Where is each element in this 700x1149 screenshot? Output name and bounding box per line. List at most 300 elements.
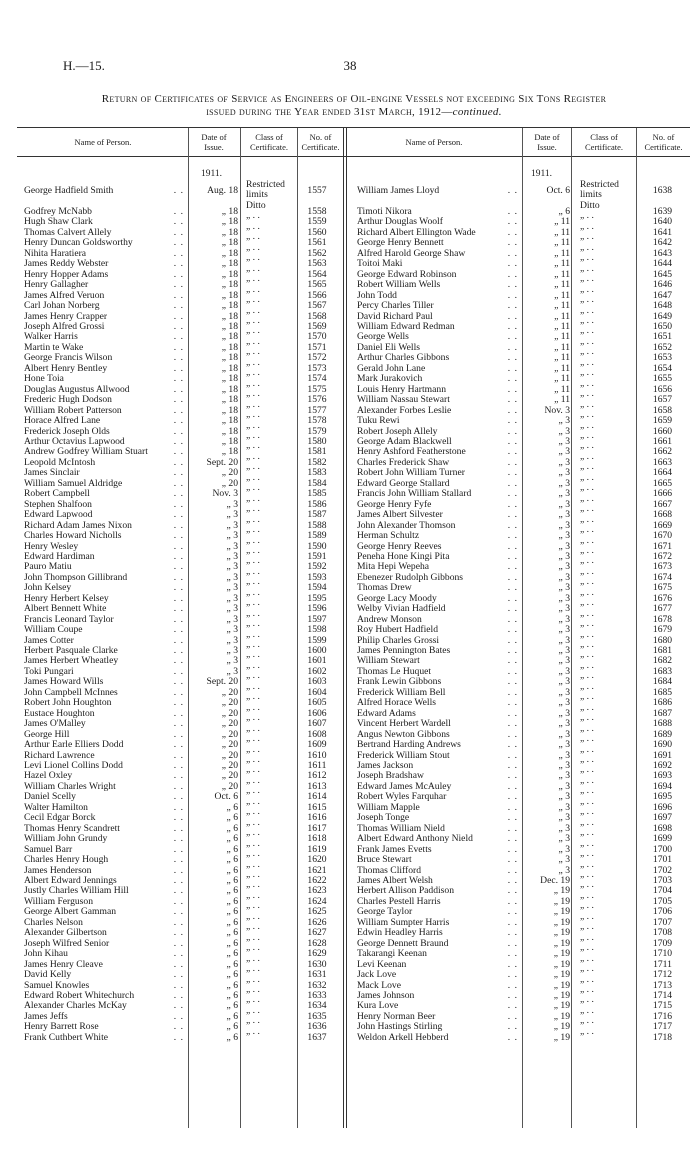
name-text: James Albert Welsh xyxy=(357,876,433,886)
person-name xyxy=(357,406,518,416)
leader-dots: . . xyxy=(507,604,518,615)
leader-dots: . . xyxy=(173,426,184,437)
certificate-class: „ . . xyxy=(580,525,594,536)
certificate-class: „ . . xyxy=(580,284,594,295)
person-name xyxy=(357,521,518,531)
issue-date: „ 3 xyxy=(226,510,238,521)
person-name xyxy=(24,510,184,520)
person-name xyxy=(24,385,184,395)
certificate-class: „ . . xyxy=(246,368,260,379)
certificate-class: „ . . xyxy=(246,525,260,536)
certificate-class: „ . . xyxy=(246,734,260,745)
issue-date: „ 3 xyxy=(558,677,570,688)
certificate-class: „ . . xyxy=(580,974,594,985)
certificate-class: „ . . xyxy=(246,284,260,295)
leader-dots: . . xyxy=(173,238,184,249)
issue-date: „ 11 xyxy=(554,353,570,364)
leader-dots: . . xyxy=(507,949,518,960)
name-text: Frank James Evetts xyxy=(357,844,432,855)
name-text: Albert Edward Jennings xyxy=(24,876,117,886)
leader-dots: . . xyxy=(173,656,184,667)
col-header-date: Date of Issue. xyxy=(534,132,560,152)
issue-date: „ 18 xyxy=(221,416,238,427)
leader-dots: . . xyxy=(507,562,518,573)
issue-date: Oct. 6 xyxy=(214,792,238,803)
issue-date: „ 11 xyxy=(554,321,570,332)
issue-date: „ 19 xyxy=(553,1022,570,1033)
issue-date: „ 3 xyxy=(558,729,570,740)
certificate-number: 1692 xyxy=(652,761,673,772)
certificate-number: 1580 xyxy=(307,436,327,447)
leader-dots: . . xyxy=(173,447,184,458)
issue-date: „ 18 xyxy=(221,374,238,385)
leader-dots: . . xyxy=(507,907,518,918)
certificate-number: 1604 xyxy=(307,687,327,698)
name-text: William Robert Patterson xyxy=(24,405,122,416)
person-name xyxy=(24,939,184,949)
leader-dots: . . xyxy=(173,865,184,876)
name-text: William Stewart xyxy=(357,656,420,667)
leader-dots: . . xyxy=(507,541,518,552)
issue-date: „ 6 xyxy=(226,813,238,824)
issue-date: „ 19 xyxy=(553,917,570,928)
certificate-number: 1705 xyxy=(652,896,673,907)
person-name xyxy=(357,636,518,646)
person-name xyxy=(24,751,184,761)
name-text: Joseph Tonge xyxy=(357,813,410,824)
certificate-class: „ . . xyxy=(580,577,594,588)
certificate-class: „ . . xyxy=(246,765,260,776)
issue-date: „ 3 xyxy=(558,813,570,824)
issue-date: „ 18 xyxy=(221,259,238,270)
certificate-number: 1603 xyxy=(307,677,327,688)
leader-dots: . . xyxy=(507,342,518,353)
certificate-number: 1676 xyxy=(652,593,673,604)
issue-date: „ 3 xyxy=(558,604,570,615)
name-text: Samuel Barr xyxy=(24,844,73,855)
issue-date: „ 3 xyxy=(226,562,238,573)
certificate-class: „ . . xyxy=(580,870,594,880)
leader-dots: . . xyxy=(507,185,518,196)
person-name xyxy=(357,583,518,593)
leader-dots: . . xyxy=(507,353,518,364)
name-text: Herbert Allison Paddison xyxy=(357,886,454,897)
certificate-number: 1695 xyxy=(652,792,673,803)
leader-dots: . . xyxy=(507,656,518,667)
issue-date: „ 19 xyxy=(553,970,570,981)
issue-date: „ 3 xyxy=(558,844,570,855)
leader-dots: . . xyxy=(507,781,518,792)
name-text: George Hill xyxy=(24,729,70,740)
certificate-number: 1584 xyxy=(307,478,327,489)
issue-date: „ 6 xyxy=(226,855,238,866)
certificate-class: „ . . xyxy=(246,462,260,473)
person-name xyxy=(24,761,184,771)
certificate-number: 1689 xyxy=(652,729,673,740)
issue-date: „ 3 xyxy=(558,761,570,772)
certificate-class: „ . . xyxy=(246,828,260,839)
issue-date: „ 6 xyxy=(226,865,238,876)
certificate-number: 1714 xyxy=(652,990,673,1001)
issue-date: „ 11 xyxy=(554,259,570,270)
certificate-class: „ . . xyxy=(246,514,260,525)
leader-dots: . . xyxy=(173,802,184,813)
certificate-number: 1561 xyxy=(307,238,327,249)
certificate-number: 1636 xyxy=(307,1022,327,1033)
leader-dots: . . xyxy=(507,572,518,583)
issue-date: „ 3 xyxy=(558,436,570,447)
name-text: Samuel Knowles xyxy=(24,980,90,991)
name-text: James Albert Silvester xyxy=(357,510,443,521)
certificate-class: „ . . xyxy=(580,263,594,274)
name-text: Francis Leonard Taylor xyxy=(24,614,114,625)
certificate-number: 1668 xyxy=(652,510,673,521)
issue-date: „ 3 xyxy=(558,541,570,552)
name-text: Robert Joseph Allely xyxy=(357,426,438,437)
person-name xyxy=(24,845,184,855)
name-text: Arthur Douglas Woolf xyxy=(357,217,443,228)
issue-date: „ 20 xyxy=(221,729,238,740)
leader-dots: . . xyxy=(507,970,518,981)
issue-date: „ 18 xyxy=(221,280,238,291)
left-classes xyxy=(246,180,294,1037)
leader-dots: . . xyxy=(507,1032,518,1043)
issue-date: „ 3 xyxy=(558,719,570,730)
leader-dots: . . xyxy=(173,761,184,772)
name-text: William Nassau Stewart xyxy=(357,395,450,406)
person-name xyxy=(357,500,518,510)
name-text: Justly Charles William Hill xyxy=(24,886,129,897)
person-name xyxy=(357,771,518,781)
leader-dots: . . xyxy=(173,970,184,981)
issue-date: „ 6 xyxy=(226,928,238,939)
certificate-class: „ . . xyxy=(246,504,260,515)
person-name xyxy=(24,447,184,457)
person-name xyxy=(357,834,518,844)
leader-dots: . . xyxy=(507,301,518,312)
certificate-number: 1570 xyxy=(307,332,327,343)
certificate-class: „ . . xyxy=(580,984,594,995)
name-text: James Cotter xyxy=(24,635,74,646)
certificate-class: „ . . xyxy=(580,545,594,556)
leader-dots: . . xyxy=(173,478,184,489)
name-text: Vincent Herbert Wardell xyxy=(357,719,451,730)
leader-dots: . . xyxy=(507,614,518,625)
certificate-number: 1667 xyxy=(652,499,673,510)
leader-dots: . . xyxy=(507,311,518,322)
issue-date: „ 19 xyxy=(553,896,570,907)
certificate-class: „ . . xyxy=(246,441,260,452)
name-text: James Johnson xyxy=(357,990,415,1001)
name-text: Timoti Nikora xyxy=(357,207,412,217)
certificate-class: „ . . xyxy=(246,347,260,358)
name-text: James O'Malley xyxy=(24,719,86,730)
person-name xyxy=(24,646,184,656)
issue-date: „ 3 xyxy=(558,781,570,792)
leader-dots: . . xyxy=(507,886,518,897)
rule xyxy=(297,128,298,1128)
issue-date: „ 18 xyxy=(221,447,238,458)
right-names xyxy=(357,180,518,1043)
leader-dots: . . xyxy=(507,646,518,657)
certificate-class: „ . . xyxy=(580,922,594,933)
leader-dots: . . xyxy=(507,980,518,991)
certificate-class: „ . . xyxy=(246,807,260,818)
leader-dots: . . xyxy=(173,405,184,416)
person-name xyxy=(24,343,184,353)
certificate-class: „ . . xyxy=(580,640,594,651)
certificate-number: 1622 xyxy=(307,876,327,886)
leader-dots: . . xyxy=(173,698,184,709)
leader-dots: . . xyxy=(173,771,184,782)
person-name xyxy=(24,709,184,719)
certificate-class: „ . . xyxy=(580,650,594,661)
certificate-number: 1685 xyxy=(652,687,673,698)
issue-date: „ 3 xyxy=(558,708,570,719)
certificate-number: 1611 xyxy=(307,761,327,772)
issue-date: „ 11 xyxy=(554,384,570,395)
col-header-class: Class of Certificate. xyxy=(250,132,288,152)
name-text: James Howard Wills xyxy=(24,677,104,688)
certificate-number: 1706 xyxy=(652,907,673,918)
leader-dots: . . xyxy=(507,729,518,740)
leader-dots: . . xyxy=(507,625,518,636)
issue-date: „ 3 xyxy=(558,792,570,803)
certificate-class: „ . . xyxy=(580,849,594,860)
person-name xyxy=(357,981,518,991)
person-name xyxy=(357,385,518,395)
name-text: Angus Newton Gibbons xyxy=(357,729,450,740)
certificate-number: 1675 xyxy=(652,583,673,594)
name-text: Frederic Hugh Dodson xyxy=(24,395,112,406)
person-name xyxy=(357,542,518,552)
name-text: Alexander Forbes Leslie xyxy=(357,405,452,416)
name-text: Charles Pestell Harris xyxy=(357,896,441,907)
issue-date: „ 3 xyxy=(226,520,238,531)
name-text: James Reddy Webster xyxy=(24,259,109,270)
person-name xyxy=(357,270,518,280)
issue-date: „ 6 xyxy=(226,938,238,949)
certificate-class: „ . . xyxy=(580,535,594,546)
leader-dots: . . xyxy=(507,321,518,332)
certificate-number: 1683 xyxy=(652,666,673,677)
certificate-class: „ . . xyxy=(246,577,260,588)
name-text: Hazel Oxley xyxy=(24,771,73,782)
certificate-number: 1713 xyxy=(652,980,673,991)
name-text: Robert William Wells xyxy=(357,280,441,291)
name-text: James Herbert Wheatley xyxy=(24,656,119,667)
name-text: Nihita Haratiera xyxy=(24,248,87,259)
certificate-number: 1628 xyxy=(307,938,327,949)
issue-date: „ 3 xyxy=(226,593,238,604)
certificate-class: „ . . xyxy=(246,389,260,400)
certificate-number: 1684 xyxy=(652,677,673,688)
certificate-number: 1693 xyxy=(652,771,673,782)
issue-date: „ 18 xyxy=(221,395,238,406)
name-text: Ebenezer Rudolph Gibbons xyxy=(357,572,464,583)
issue-date: „ 20 xyxy=(221,781,238,792)
person-name xyxy=(24,698,184,708)
name-text: Pauro Matiu xyxy=(24,562,72,573)
certificate-number: 1633 xyxy=(307,990,327,1001)
certificate-class: „ . . xyxy=(246,890,260,901)
certificate-class: „ . . xyxy=(246,472,260,483)
leader-dots: . . xyxy=(173,886,184,897)
certificate-class: „ . . xyxy=(580,702,594,713)
name-text: Richard Adam James Nixon xyxy=(24,520,132,531)
leader-dots: . . xyxy=(507,813,518,824)
certificate-class: „ . . xyxy=(580,786,594,797)
issue-date: „ 3 xyxy=(558,625,570,636)
certificate-class: „ . . xyxy=(580,315,594,326)
name-text: William Coupe xyxy=(24,625,83,636)
leader-dots: . . xyxy=(173,980,184,991)
issue-date: „ 3 xyxy=(226,625,238,636)
certificate-class: „ . . xyxy=(580,1026,594,1037)
leader-dots: . . xyxy=(173,1011,184,1022)
certificate-class: „ . . xyxy=(580,598,594,609)
name-text: George Lacy Moody xyxy=(357,593,437,604)
leader-dots: . . xyxy=(173,551,184,562)
name-text: Toki Pungari xyxy=(24,666,74,677)
name-text: Edward Hardiman xyxy=(24,551,95,562)
person-name xyxy=(24,1033,184,1043)
issue-date: „ 6 xyxy=(226,802,238,813)
name-text: Stephen Shalfoon xyxy=(24,499,92,510)
person-name xyxy=(24,249,184,259)
person-name xyxy=(24,573,184,583)
certificate-class: „ . . xyxy=(246,232,260,243)
leader-dots: . . xyxy=(507,363,518,374)
person-name xyxy=(357,949,518,959)
certificate-class: „ . . xyxy=(246,545,260,556)
leader-dots: . . xyxy=(507,938,518,949)
leader-dots: . . xyxy=(507,771,518,782)
person-name xyxy=(357,761,518,771)
person-name xyxy=(357,353,518,363)
person-name xyxy=(357,228,518,238)
col-header-number: No. of Certificate. xyxy=(644,132,683,152)
certificate-class: „ . . xyxy=(246,755,260,766)
person-name xyxy=(24,782,184,792)
issue-date: „ 18 xyxy=(221,353,238,364)
issue-date: „ 18 xyxy=(221,301,238,312)
leader-dots: . . xyxy=(507,238,518,249)
issue-date: „ 6 xyxy=(226,1001,238,1012)
name-text: George Wells xyxy=(357,332,409,343)
certificate-class: „ . . xyxy=(580,681,594,692)
certificate-class: „ . . xyxy=(580,1016,594,1027)
issue-date: „ 11 xyxy=(554,374,570,385)
name-text: Daniel Eli Wells xyxy=(357,342,420,353)
person-name xyxy=(357,479,518,489)
person-name xyxy=(24,907,184,917)
certificate-class: „ . . xyxy=(246,1026,260,1037)
person-name xyxy=(24,479,184,489)
certificate-number: 1621 xyxy=(307,865,327,876)
issue-date: „ 3 xyxy=(558,656,570,667)
certificate-number: 1575 xyxy=(307,384,327,395)
certificate-number: 1635 xyxy=(307,1011,327,1022)
person-name xyxy=(357,207,518,217)
name-text: William Sumpter Harris xyxy=(357,917,450,928)
person-name xyxy=(24,322,184,332)
leader-dots: . . xyxy=(173,499,184,510)
issue-date: „ 11 xyxy=(554,301,570,312)
leader-dots: . . xyxy=(507,1011,518,1022)
issue-date: „ 3 xyxy=(558,510,570,521)
issue-date: „ 3 xyxy=(558,698,570,709)
name-text: George Francis Wilson xyxy=(24,353,113,364)
certificate-number: 1600 xyxy=(307,646,327,657)
name-text: Walter Hamilton xyxy=(24,802,88,813)
certificate-class: „ . . xyxy=(246,430,260,441)
person-name xyxy=(357,468,518,478)
name-text: Andrew Monson xyxy=(357,614,422,625)
person-name xyxy=(24,792,184,802)
person-name xyxy=(24,531,184,541)
issue-date: „ 3 xyxy=(558,562,570,573)
leader-dots: . . xyxy=(173,531,184,542)
issue-date: „ 18 xyxy=(221,207,238,217)
person-name xyxy=(357,677,518,687)
certificate-number: 1694 xyxy=(652,781,673,792)
name-text: Frederick William Stout xyxy=(357,750,450,761)
issue-date: „ 3 xyxy=(226,656,238,667)
year-label: 1911. xyxy=(531,169,553,179)
issue-date: „ 11 xyxy=(554,280,570,291)
person-name xyxy=(24,604,184,614)
issue-date: „ 19 xyxy=(553,980,570,991)
issue-date: „ 11 xyxy=(554,395,570,406)
person-name xyxy=(357,886,518,896)
leader-dots: . . xyxy=(507,248,518,259)
name-text: Hugh Shaw Clark xyxy=(24,217,93,228)
person-name xyxy=(24,180,184,207)
name-text: Weldon Arkell Hebberd xyxy=(357,1032,449,1043)
name-text: Mack Love xyxy=(357,980,401,991)
leader-dots: . . xyxy=(507,677,518,688)
person-name xyxy=(357,395,518,405)
name-text: Charles Howard Nicholls xyxy=(24,531,122,542)
certificate-class: „ . . xyxy=(580,911,594,922)
person-name xyxy=(357,646,518,656)
person-name xyxy=(357,615,518,625)
issue-date: „ 20 xyxy=(221,761,238,772)
person-name xyxy=(357,897,518,907)
issue-date: „ 18 xyxy=(221,436,238,447)
issue-date: „ 11 xyxy=(554,238,570,249)
name-text: James Pennington Bates xyxy=(357,646,451,657)
leader-dots: . . xyxy=(173,750,184,761)
certificate-class: „ . . xyxy=(580,514,594,525)
leader-dots: . . xyxy=(507,405,518,416)
certificate-class: „ . . xyxy=(580,932,594,943)
name-text: William James Lloyd xyxy=(357,185,440,196)
person-name xyxy=(24,489,184,499)
certificate-number: 1679 xyxy=(652,625,673,636)
name-text: Henry Norman Beer xyxy=(357,1011,436,1022)
certificate-class: „ . . xyxy=(246,744,260,755)
certificate-class: „ . . xyxy=(580,274,594,285)
certificate-class: „ . . xyxy=(246,974,260,985)
name-text: Thomas Calvert Allely xyxy=(24,227,112,238)
name-text: Henry Wesley xyxy=(24,541,79,552)
leader-dots: . . xyxy=(173,416,184,427)
person-name xyxy=(24,855,184,865)
certificate-number: 1568 xyxy=(307,311,327,322)
certificate-number: 1597 xyxy=(307,614,327,625)
